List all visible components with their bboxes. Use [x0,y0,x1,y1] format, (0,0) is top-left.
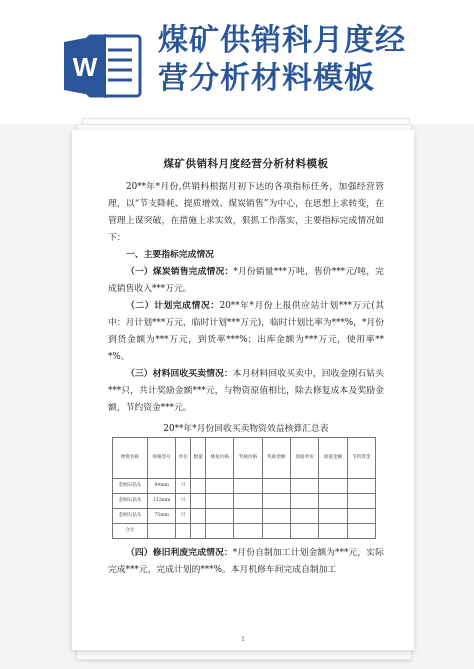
table-cell: 113mm [148,494,176,509]
table-header-cell: 规格型号 [148,438,176,479]
table-cell: 只 [176,494,191,509]
table-header-cell: 奖励金额 [262,438,290,479]
item4-label: （四）修旧利废完成情况： [126,548,233,558]
table-cell [347,494,375,509]
item1-paragraph [108,264,384,298]
table-header-row [113,438,376,479]
table-cell [290,479,318,494]
table-cell [206,509,234,524]
table-cell [290,509,318,524]
table-total-row [113,524,376,539]
table-cell [319,524,347,539]
word-letter: W [72,52,98,82]
summary-table [112,437,376,539]
table-cell [176,524,191,539]
table-cell: 金刚石钻头 [113,479,148,494]
table-cell [234,494,262,509]
table-cell [191,494,206,509]
table-cell [191,509,206,524]
table-cell: 金刚石钻头 [113,494,148,509]
table-cell [347,479,375,494]
item3-paragraph [108,366,384,417]
table-header-cell: 物资名称 [113,438,148,479]
item3-text: 本月材料回收买卖中，回收金刚石钻头***只，共计奖励金额***元，与物资原值相比，除去修复成本及奖励金额，节约资金***元。 [108,369,384,413]
table-cell [148,524,176,539]
table-cell [319,509,347,524]
table-cell [206,524,234,539]
item2-text: 20**年*月份上报供应站计划***万元(其中：月计划***万元，临时计划***万元)，临时计划比率为***%，*月份到货金额为***万元，到货率***%；出库金额为***万元，使用率***%。 [108,301,384,362]
document-title: 煤矿供销科月度经营分析材料模板 [163,158,329,170]
section1-heading: 一、主要指标完成情况 [126,250,214,260]
table-cell [262,494,290,509]
table-row [113,509,376,524]
table-cell [206,479,234,494]
table-header-cell: 原值单价 [290,438,318,479]
item3-label: （三）材料回收买卖情况： [126,369,233,379]
table-cell [319,494,347,509]
table-cell: 合计 [113,524,148,539]
item2-label: （二）计划完成情况： [126,301,220,311]
page-number: 1 [241,636,245,643]
table-cell [262,479,290,494]
document-page[interactable] [72,130,414,650]
table-cell [347,524,375,539]
table-header-cell: 奖励价格 [234,438,262,479]
table-cell: 金刚石钻头 [113,509,148,524]
table-cell: 只 [176,509,191,524]
table-cell: 只 [176,479,191,494]
table-header-cell: 原值金额 [319,438,347,479]
table-cell [262,524,290,539]
table-row [113,479,376,494]
item2-paragraph [108,298,384,366]
table-cell [191,479,206,494]
title-line-2: 营分析材料模板 [158,61,375,96]
table-header-cell: 节约资金 [347,438,375,479]
banner [0,0,474,128]
table-cell [191,524,206,539]
table-cell [234,479,262,494]
table-cell [319,479,347,494]
table-cell [347,509,375,524]
table-cell [262,509,290,524]
item1-label: （一）煤炭销售完成情况： [126,267,234,277]
table-cell: 75mm [148,509,176,524]
document-body [108,156,384,579]
intro-paragraph: 20**年*月份,供销科根据月初下达的各项指标任务，加强经营管理，以“节支降耗、提质增效、煤炭销售”为中心，在思想上求转变，在管理上谋突破，在措施上求实效，狠抓工作落实，主要指标完成情况如下： [108,182,384,243]
table-cell: 94mm [148,479,176,494]
table-caption: 20**年*月份回收买卖物资效益核算汇总表 [163,424,329,434]
word-document-icon [62,32,144,100]
item1-text: *月份销量***万吨，售价***元/吨，完成销售收入***万元。 [108,267,384,294]
table-cell [234,524,262,539]
table-cell [234,509,262,524]
table-cell [290,524,318,539]
table-cell [290,494,318,509]
table-row [113,494,376,509]
title-line-1: 煤矿供销科月度经 [158,23,406,58]
table-header-cell: 数量 [191,438,206,479]
table-header-cell: 修复价格 [206,438,234,479]
table-header-cell: 单位 [176,438,191,479]
table-cell [206,494,234,509]
item4-text: *月份自制加工计划金额为***元，实际完成***元，完成计划的***%。本月机修车间完成自制加工 [108,548,384,575]
item4-paragraph [108,545,384,579]
page-title [158,22,468,98]
